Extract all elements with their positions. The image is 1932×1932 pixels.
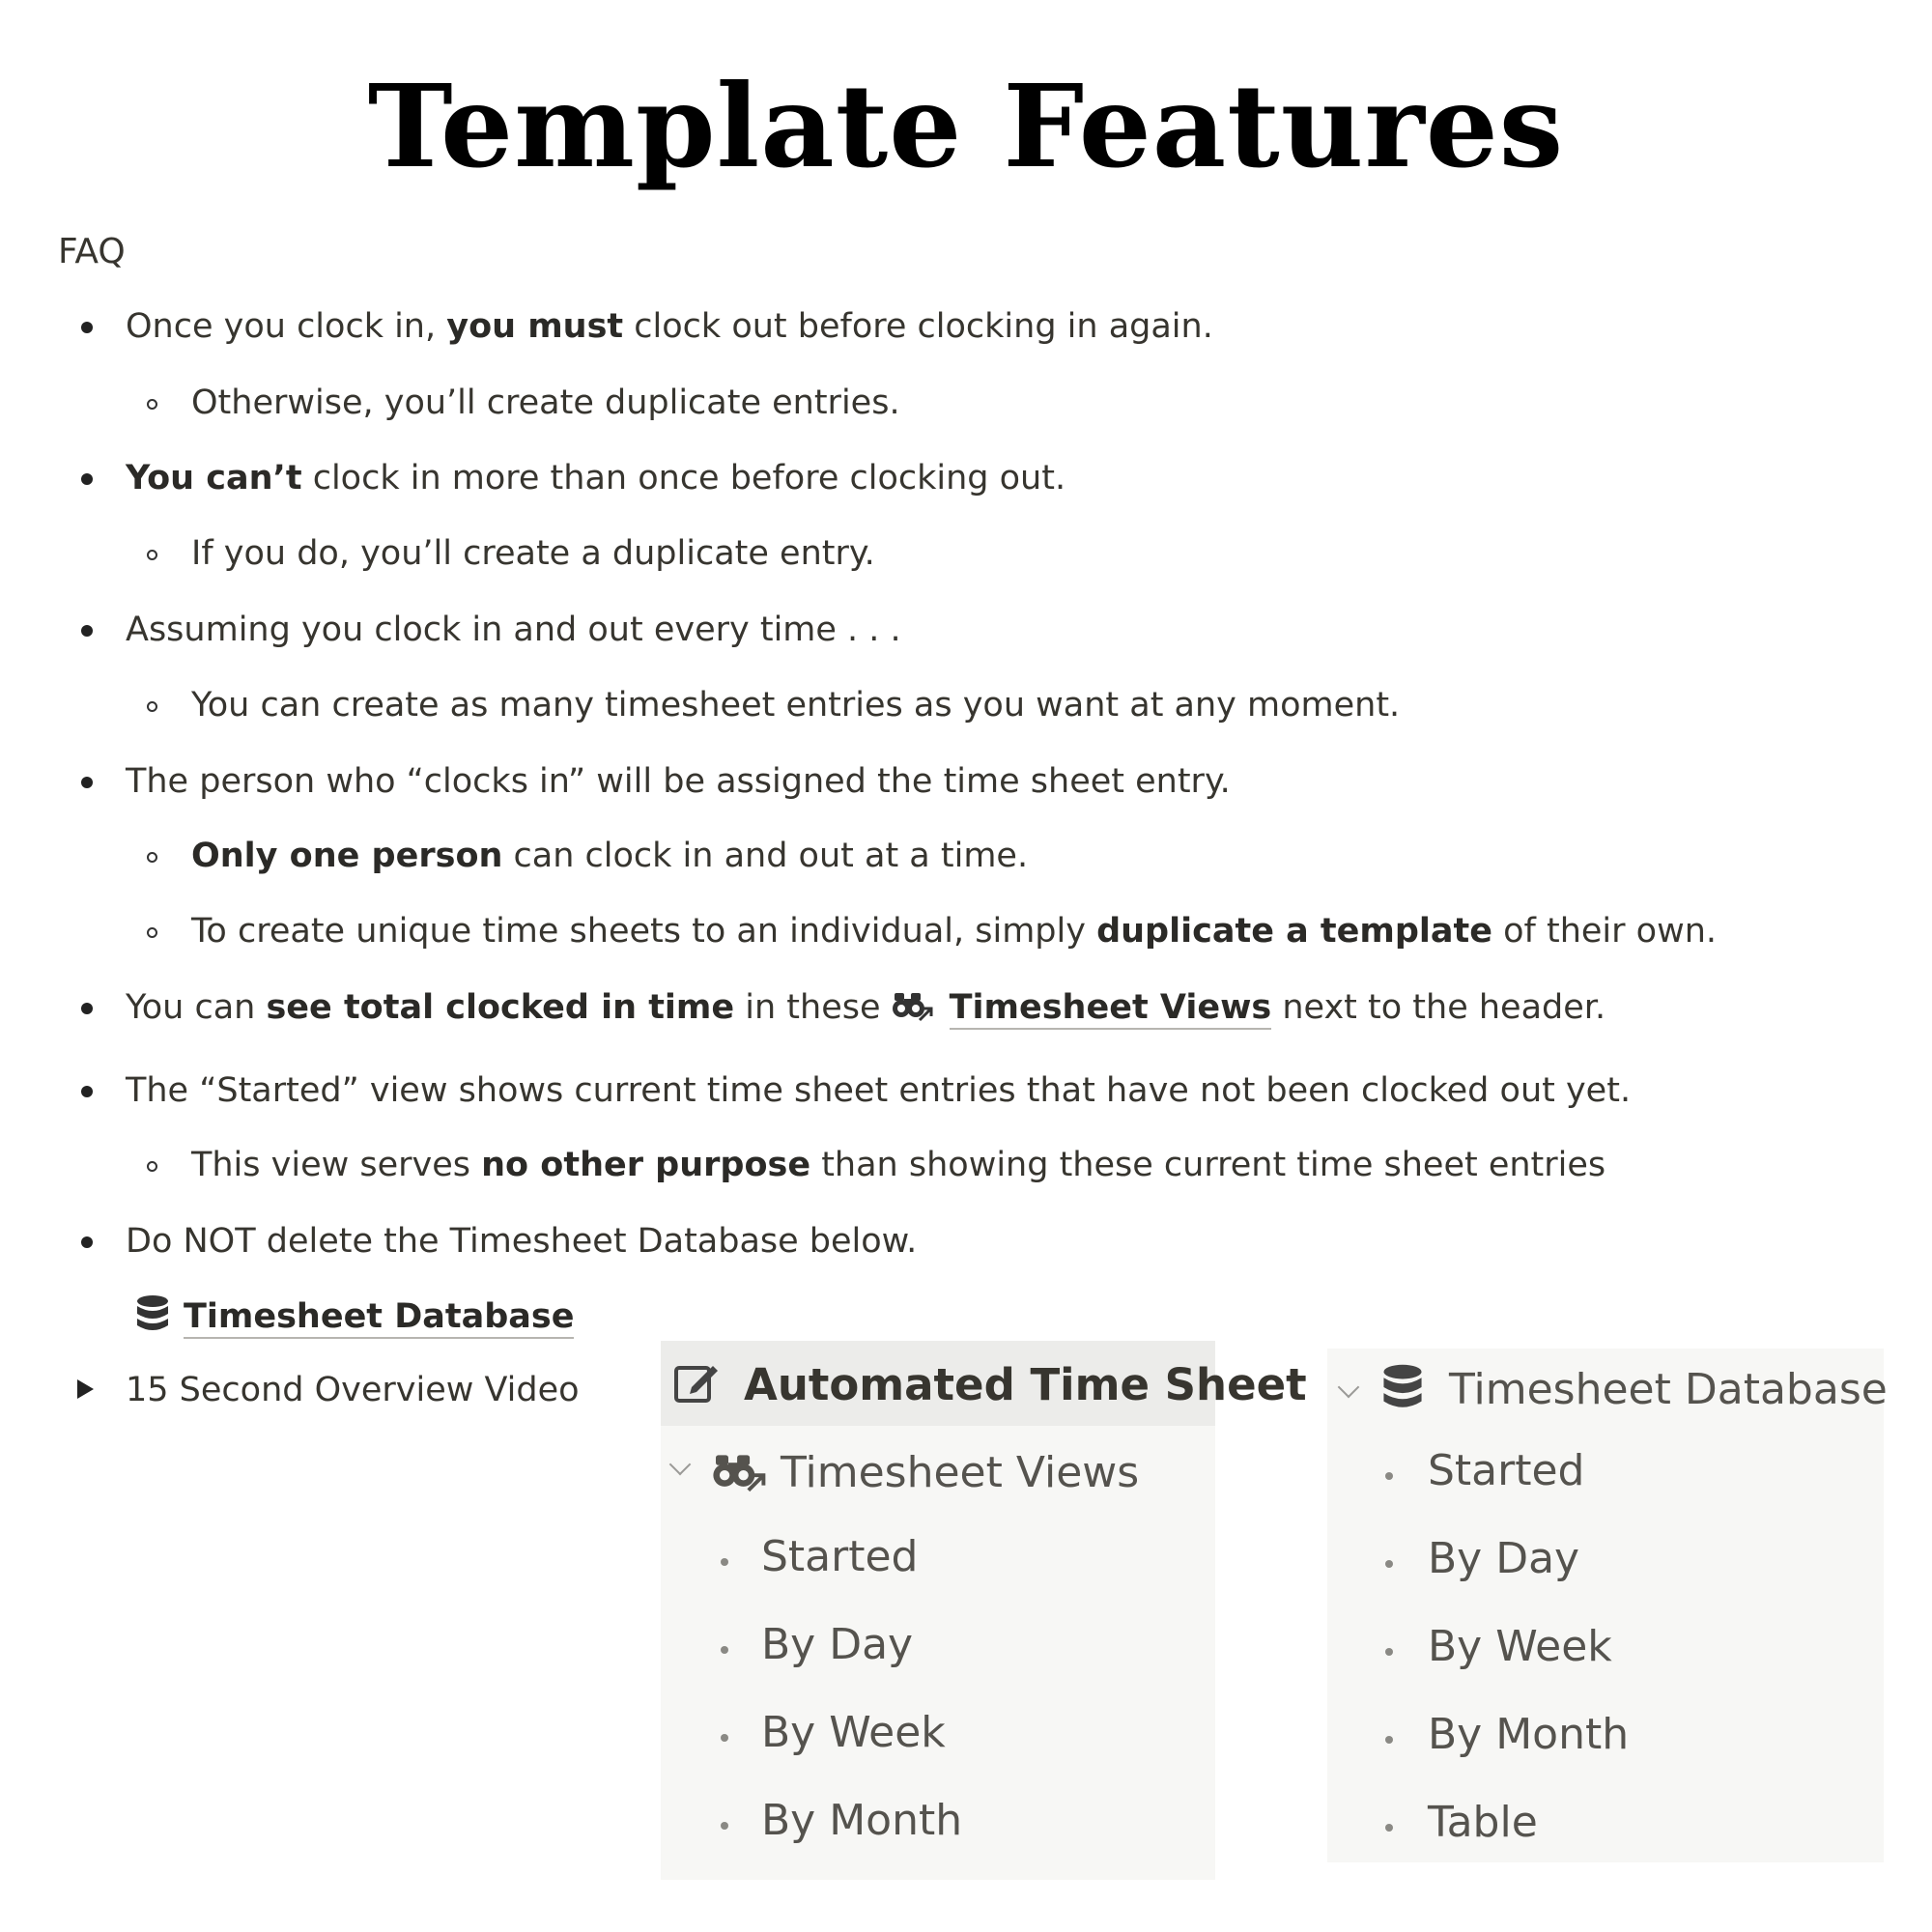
db-view-by-month[interactable]: By Month [1428,1710,1630,1759]
faq-heading: FAQ [58,232,126,271]
bullet-dot [81,625,93,637]
page-title: Template Features [367,59,1565,193]
db-view-by-week[interactable]: By Week [1428,1622,1612,1671]
faq-subitem: Otherwise, you’ll create duplicate entries. [191,384,900,422]
faq-item: Once you clock in, you must clock out before clocking in again. [126,307,1213,346]
list-bullet [1385,1824,1393,1832]
timesheet-database-label[interactable]: Timesheet Database [184,1297,574,1339]
timesheet-views-label[interactable]: Timesheet Views [950,988,1272,1030]
sub-bullet-circle [147,701,157,712]
sub-bullet-circle [147,1161,157,1172]
view-item-by-day[interactable]: By Day [761,1620,914,1669]
view-item-by-month[interactable]: By Month [761,1796,963,1845]
timesheet-views-title: Timesheet Views [781,1447,1140,1497]
timesheet-database-title: Timesheet Database [1449,1364,1888,1414]
bullet-dot [81,1086,93,1097]
bullet-dot [81,1236,93,1248]
faq-item: You can see total clocked in time in these Timesheet Views next to the header. [126,985,1605,1034]
faq-subitem: Only one person can clock in and out at a time. [191,837,1029,875]
faq-subitem: This view serves no other purpose than showing these current time sheet entries [191,1146,1606,1184]
database-icon [1381,1362,1424,1416]
bullet-dot [81,473,93,485]
overview-video-toggle[interactable]: 15 Second Overview Video [126,1371,580,1409]
timesheet-database-header[interactable] [1381,1362,1888,1416]
binoculars-arrow-icon [711,1445,771,1499]
faq-item: The person who “clocks in” will be assigned the time sheet entry. [126,762,1231,801]
faq-item: Do NOT delete the Timesheet Database below. [126,1222,918,1261]
list-bullet [721,1734,728,1742]
faq-subitem: If you do, you’ll create a duplicate entry. [191,534,875,573]
list-bullet [721,1646,728,1654]
faq-subitem: To create unique time sheets to an individual, simply duplicate a template of their own. [191,912,1718,951]
binoculars-arrow-icon [892,985,936,1034]
timesheet-database-link[interactable] [135,1294,574,1343]
sub-bullet-circle [147,399,157,410]
faq-item: Assuming you clock in and out every time . . . [126,611,901,649]
edit-square-icon [672,1358,721,1410]
list-bullet [721,1822,728,1830]
db-view-table[interactable]: Table [1428,1798,1538,1847]
faq-item: The “Started” view shows current time sheet entries that have not been clocked out yet. [126,1071,1632,1110]
view-item-started[interactable]: Started [761,1532,919,1581]
list-bullet [1385,1648,1393,1656]
automated-time-sheet-panel [661,1341,1307,1880]
list-bullet [1385,1736,1393,1744]
sub-bullet-circle [147,550,157,560]
faq-item: You can’t clock in more than once before clocking out. [126,459,1066,497]
sub-bullet-circle [147,927,157,938]
list-bullet [721,1558,728,1566]
bullet-dot [81,322,93,333]
bullet-dot [81,777,93,788]
list-bullet [1385,1472,1393,1480]
automated-time-sheet-header[interactable] [672,1358,1307,1410]
db-view-started[interactable]: Started [1428,1446,1585,1495]
view-item-by-week[interactable]: By Week [761,1708,946,1757]
timesheet-database-panel [1327,1349,1888,1862]
database-icon [135,1294,170,1343]
chevron-down-icon[interactable] [669,1454,692,1476]
chevron-down-icon[interactable] [1338,1377,1360,1399]
timesheet-views-link[interactable] [892,988,1272,1027]
automated-time-sheet-title: Automated Time Sheet [744,1358,1307,1410]
list-bullet [1385,1560,1393,1568]
sub-bullet-circle [147,852,157,863]
faq-subitem: You can create as many timesheet entries as you want at any moment. [191,686,1401,724]
bullet-dot [81,1003,93,1014]
db-view-by-day[interactable]: By Day [1428,1534,1580,1583]
triangle-right-icon[interactable] [77,1379,94,1399]
timesheet-views-row[interactable] [711,1445,1139,1499]
